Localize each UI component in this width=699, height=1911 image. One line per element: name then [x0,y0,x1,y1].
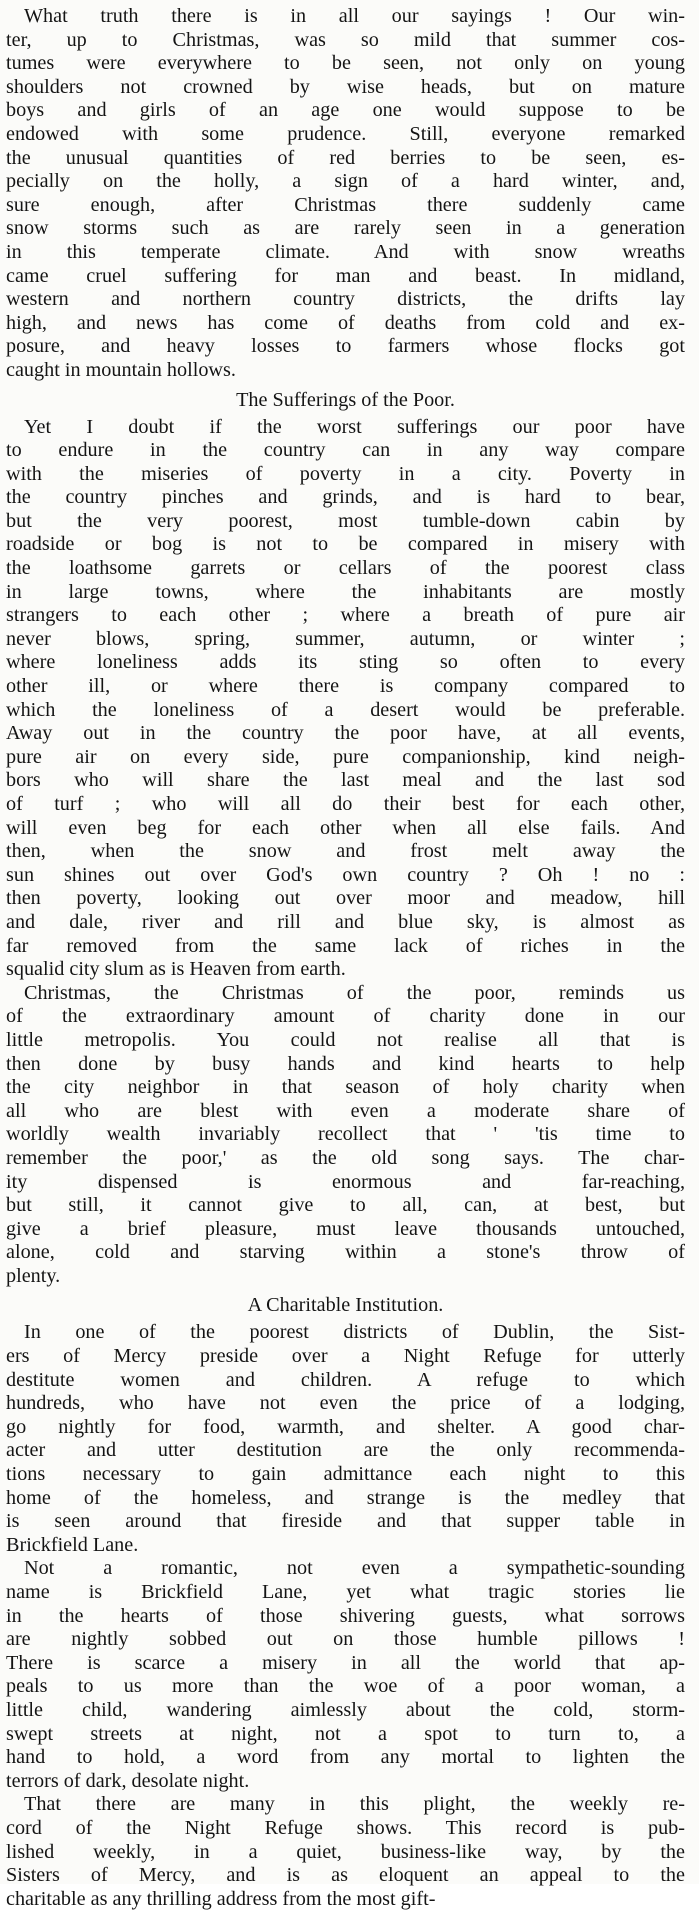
text-line: tumes were everywhere to be seen, not only on young [6,52,685,75]
text-line: swept streets at night, not a spot to turn to, a [6,1722,685,1745]
text-line: in this temperate climate. And with snow wreaths [6,240,685,263]
text-line: endowed with some prudence. Still, everyone remarked [6,122,685,145]
section-subheading: The Sufferings of the Poor. [236,388,455,411]
text-line: but the very poorest, most tumble-down cabin by [6,509,685,532]
text-line: then, when the snow and frost melt away the [6,840,685,863]
text-line: and dale, river and rill and blue sky, is almost as [6,910,685,933]
article-paragraph [6,416,685,982]
text-line: plenty. [6,1264,61,1287]
section-subheading: A Charitable Institution. [247,1294,444,1317]
text-line: high, and news has come of deaths from cold and ex- [6,311,685,334]
text-line: Brickfield Lane. [6,1533,139,1556]
text-line: cord of the Night Refuge shows. This record is pub- [6,1816,685,1839]
text-line: where loneliness adds its sting so often to every [6,651,685,674]
text-line: lished weekly, in a quiet, business-like way, by the [6,1840,685,1863]
text-line: strangers to each other ; where a breath of pure air [6,604,685,627]
article-body [6,5,685,1911]
text-line: Sisters of Mercy, and is as eloquent an appeal to the [6,1864,685,1887]
text-line: then poverty, looking out over moor and meadow, hill [6,887,685,910]
text-line: far removed from the same lack of riches in the [6,934,685,957]
text-line: is seen around that fireside and that supper table in [6,1510,685,1533]
text-line: of turf ; who will all do their best for each other, [6,793,685,815]
text-line: Not a romantic, not even a sympathetic-sounding [24,1557,685,1580]
text-line: caught in mountain hollows. [6,358,236,381]
text-line: name is Brickfield Lane, yet what tragic stories lie [6,1581,685,1603]
text-line: go nightly for food, warmth, and shelter. A good char- [6,1415,685,1438]
article-paragraph [6,1557,685,1793]
text-line: Christmas, the Christmas of the poor, reminds us [24,981,685,1004]
text-line: never blows, spring, summer, autumn, or winter ; [6,627,685,650]
text-line: ity dispensed is enormous and far-reaching, [6,1170,685,1193]
text-line: posure, and heavy losses to farmers whose flocks got [6,335,685,358]
text-line: little child, wandering aimlessly about the cold, storm- [6,1698,685,1721]
text-line: pecially on the holly, a sign of a hard winter, and, [6,170,685,193]
text-line: Away out in the country the poor have, at all events, [6,722,685,745]
text-line: remember the poor,' as the old song says. The char- [6,1146,685,1169]
text-line: give a brief pleasure, must leave thousands untouched, [6,1217,685,1240]
text-line: roadside or bog is not to be compared in misery with [6,533,685,556]
text-line: came cruel suffering for man and beast. In midland, [6,264,685,287]
text-line: which the loneliness of a desert would be preferable. [6,698,685,721]
text-line: but still, it cannot give to all, can, at best, but [6,1194,685,1217]
text-line: bors who will share the last meal and the last sod [6,769,685,792]
text-line: all who are blest with even a moderate share of [6,1099,685,1122]
text-line: Yet I doubt if the worst sufferings our poor have [24,415,685,438]
text-line: There is scarce a misery in all the world that ap- [6,1651,685,1674]
text-line: destitute women and children. A refuge to which [6,1368,685,1391]
text-line: the loathsome garrets or cellars of the poorest class [6,557,685,580]
text-line: What truth there is in all our sayings ! Our win- [24,5,685,27]
text-line: other ill, or where there is company compared to [6,675,685,698]
text-line: sure enough, after Christmas there suddenly came [6,193,685,216]
text-line: worldly wealth invariably recollect that ' 'tis time to [6,1123,685,1146]
text-line: That there are many in this plight, the weekly re- [24,1793,685,1816]
text-line: snow storms such as are rarely seen in a generation [6,217,685,240]
text-line: acter and utter destitution are the only recommenda- [6,1439,685,1462]
text-line: to endure in the country can in any way compare [6,439,685,462]
text-line: western and northern country districts, the drifts lay [6,288,685,311]
text-line: hand to hold, a word from any mortal to lighten the [6,1746,685,1769]
article-paragraph [6,1793,685,1911]
article-paragraph [6,5,685,383]
text-line: are nightly sobbed out on those humble pillows ! [6,1628,685,1651]
text-line: terrors of dark, desolate night. [6,1769,250,1792]
text-line: shoulders not crowned by wise heads, but on mature [6,75,685,98]
text-line: then done by busy hands and kind hearts to help [6,1052,685,1075]
text-line: In one of the poorest districts of Dublin, the Sist- [24,1321,685,1344]
text-line: squalid city slum as is Heaven from earth. [6,958,346,981]
article-paragraph [6,982,685,1289]
text-line: ers of Mercy preside over a Night Refuge for utterly [6,1345,685,1368]
text-line: of the extraordinary amount of charity done in our [6,1005,685,1028]
text-line: the city neighbor in that season of holy charity when [6,1076,685,1099]
text-line: sun shines out over God's own country ? Oh ! no : [6,863,685,886]
text-line: in large towns, where the inhabitants are mostly [6,580,685,603]
text-line: alone, cold and starving within a stone's throw of [6,1241,685,1264]
text-line: peals to us more than the woe of a poor woman, a [6,1675,685,1698]
text-line: the unusual quantities of red berries to be seen, es- [6,146,685,169]
text-line: in the hearts of those shivering guests, what sorrows [6,1604,685,1627]
text-line: will even beg for each other when all else fails. And [6,816,685,839]
text-line: tions necessary to gain admittance each night to this [6,1463,685,1486]
text-line: ter, up to Christmas, was so mild that summer cos- [6,28,685,51]
text-line: the country pinches and grinds, and is hard to bear, [6,486,685,509]
text-line: charitable as any thrilling address from the most gift- [6,1887,436,1910]
article-paragraph [6,1321,685,1557]
text-line: boys and girls of an age one would suppose to be [6,99,685,122]
text-line: pure air on every side, pure companionship, kind neigh- [6,745,685,768]
text-line: with the miseries of poverty in a city. Poverty in [6,462,685,485]
text-line: little metropolis. You could not realise all that is [6,1028,685,1051]
text-line: home of the homeless, and strange is the medley that [6,1486,685,1509]
text-line: hundreds, who have not even the price of a lodging, [6,1392,685,1415]
